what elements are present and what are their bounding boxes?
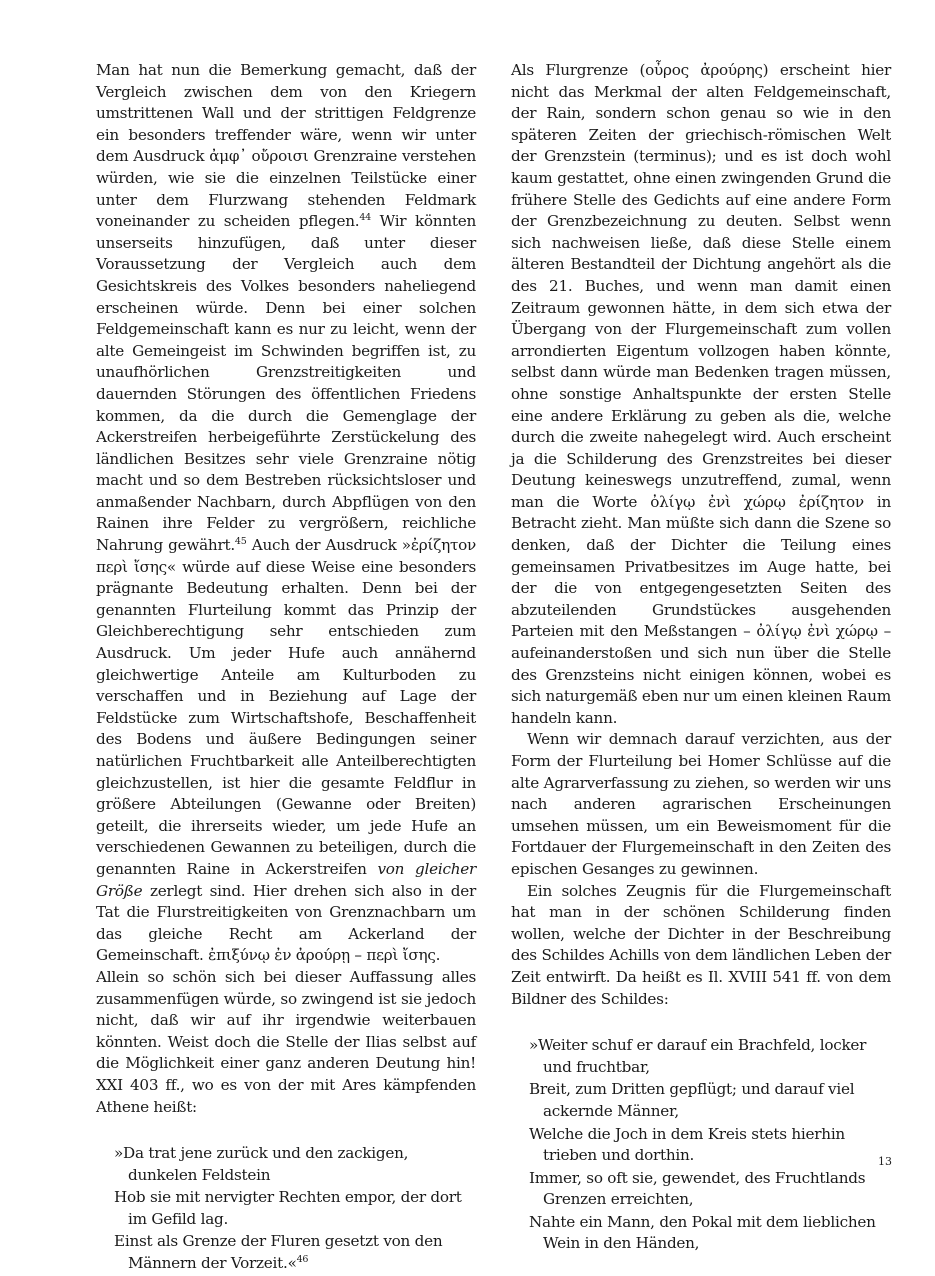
right-paragraph-3: Ein solches Zeugnis für die Flurgemeinschaft hat man in der schönen Schilderung finden wollen, welche der Dichter in der Beschreibung des Schildes Achills von dem ländlichen Leben der Zeit entwirft. Da heißt es Il. XVIII 541 ff. von dem Bildner des Schildes: [511, 881, 891, 1008]
text-span: zerlegt sind. Hier drehen sich also in der Tat die Flurstreitigkeiten von Grenznachbarn um das gleiche Recht am Ackerland der Gemeinschaft. ἐπιξύνῳ ἐν ἀρούρῃ – περὶ ἴσης. [96, 881, 476, 965]
text-span: Einst als Grenze der Fluren gesetzt von den Männern der Vorzeit.« [114, 1232, 443, 1273]
left-paragraph-1 [96, 60, 476, 967]
verse-line: »Da trat jene zurück und den zackigen, dunkelen Feldstein [114, 1144, 409, 1184]
right-paragraph-2: Wenn wir demnach darauf verzichten, aus der Form der Flurteilung bei Homer Schlüsse auf die alte Agrarverfassung zu ziehen, so werden wir uns nach anderen agrarischen Erscheinungen umsehen müssen, um ein Beweismoment für die Fortdauer der Flurgemeinschaft in den Zeiten des epischen Gesanges zu gewinnen. [511, 730, 891, 878]
verse-line: Hob sie mit nervigter Rechten empor, der dort im Gefild lag. [114, 1188, 462, 1228]
verse-line: Nahte ein Mann, den Pokal mit dem lieblichen Wein in den Händen, [529, 1212, 876, 1253]
emphasis-text: von gleicher Größe [96, 859, 476, 900]
text-span: Wir könnten unserseits hinzufügen, daß unter dieser Voraussetzung der Vergleich auch dem Gesichtskreis des Volkes besonders naheliegend erscheinen würde. Denn bei einer solchen Feldgemeinschaft kann es nur zu leicht, wenn der alte Gemeingeist im Schwinden begriffen ist, zu unaufhörlichen Grenzstreitigkeiten und dauernden Störungen des öffentlichen Friedens kommen, da die durch die Gemenglage der Ackerstreifen herbeigeführte Zerstückelung des ländlichen Besitzes sehr viele Grenzraine nötig macht und so dem Bestreben rücksichtsloser und anmaßender Nachbarn, durch Abpflügen von den Rainen ihre Felder zu vergrößern, reichliche Nahrung gewährt. [96, 212, 476, 555]
left-paragraph-2: Allein so schön sich bei dieser Auffassung alles zusammenfügen würde, so zwingend ist sie jedoch nicht, daß wir auf ihr irgendwie weiterbauen könnten. Weist doch die Stelle der Ilias selbst auf die Möglichkeit einer ganz anderen Deutung hin! XXI 403 ff., wo es von der mit Ares kämpfenden Athene heißt: [96, 967, 476, 1116]
verse-line: Breit, zum Dritten gepflügt; und darauf viel ackernde Männer, [529, 1080, 855, 1120]
verse-line: »Weiter schuf er darauf ein Brachfeld, locker und fruchtbar, [529, 1036, 867, 1076]
quote-verse-block [96, 1143, 476, 1275]
page-number: 13 [878, 1155, 892, 1168]
right-column [511, 60, 891, 1256]
verse-line: Welche die Joch in dem Kreis stets hierhin trieben und dorthin. [529, 1124, 845, 1165]
verse-line [96, 1231, 476, 1274]
text-span: Auch der Ausdruck »ἐρίζητον περὶ ἴσης« würde auf diese Weise eine besonders prägnante Bedeutung erhalten. Denn bei der genannten Flurteilung kommt das Prinzip der Gleichberechtigung sehr entschieden zum Ausdruck. Um jeder Hufe auch annähernd gleichwertige Anteile am Kulturboden zu verschaffen und in Beziehung auf Lage der Feldstücke zum Wirtschaftshofe, Beschaffenheit des Bodens und äußere Bedingungen seiner natürlichen Fruchtbarkeit alle Anteilberechtigten gleichzustellen, ist hier die gesamte Feldflur in größere Abteilungen (Gewanne oder Breiten) geteilt, die ihrerseits wieder, um jede Hufe an verschiedenen Gewannen zu beteiligen, durch die genannten Raine in Ackerstreifen [96, 536, 476, 878]
footnote-ref-46[interactable]: 46 [296, 1254, 309, 1266]
footnote-ref-44[interactable]: 44 [359, 212, 371, 224]
footnote-ref-45[interactable]: 45 [234, 536, 247, 548]
right-paragraph-1: Als Flurgrenze (οὖρος ἀρούρης) erscheint hier nicht das Merkmal der alten Feldgemeinschaft, der Rain, sondern schon genau so wie in den späteren Zeiten der griechisch-römischen Welt der Grenzstein (terminus); und es ist doch wohl kaum gestattet, ohne einen zwingenden Grund die frühere Stelle des Gedichts auf eine andere Form der Grenzbezeichnung zu deuten. Selbst wenn sich nachweisen ließe, daß diese Stelle einem älteren Bestandteil der Dichtung angehört als die des 21. Buches, und wenn man damit einen Zeitraum gewonnen hätte, in dem sich etwa der Übergang von der Flurgemeinschaft zum vollen arrondierten Eigentum vollzogen haben könnte, selbst dann würde man Bedenken tragen müssen, ohne sonstige Anhaltspunkte der ersten Stelle eine andere Erklärung zu geben als die, welche durch die zweite nahegelegt wird. Auch erscheint ja die Schilderung des Grenzstreites bei dieser Deutung keineswegs unzutreffend, zumal, wenn man die Worte ὀλίγῳ ἐνὶ χώρῳ ἐρίζητον in Betracht zieht. Man müßte sich dann die Szene so denken, daß der Dichter die Teilung eines gemeinsamen Privatbesitzes im Auge hatte, bei der die von entgegengesetzten Seiten des abzuteilenden Grundstückes ausgehenden Parteien mit den Meßstangen – ὀλίγῳ ἐνὶ χώρῳ – aufeinanderstoßen und sich nun über die Stelle des Grenzsteins nicht einigen können, wobei es sich naturgemäß eben nur um einen kleinen Raum handeln kann. [511, 61, 891, 727]
quote-verse-block [511, 1035, 891, 1255]
left-column [96, 60, 476, 1276]
text-span: Man hat nun die Bemerkung gemacht, daß der Vergleich zwischen dem von den Kriegern umstrittenen Wall und der strittigen Feldgrenze ein besonders treffender wäre, wenn wir unter dem Ausdruck ἀμφ᾽ οὔροισι Grenzraine verstehen würden, wie sie die einzelnen Teilstücke einer unter dem Flurzwang stehenden Feldmark voneinander zu scheiden pflegen. [96, 61, 476, 231]
verse-line: Immer, so oft sie, gewendet, des Fruchtlands Grenzen erreichten, [529, 1168, 866, 1209]
